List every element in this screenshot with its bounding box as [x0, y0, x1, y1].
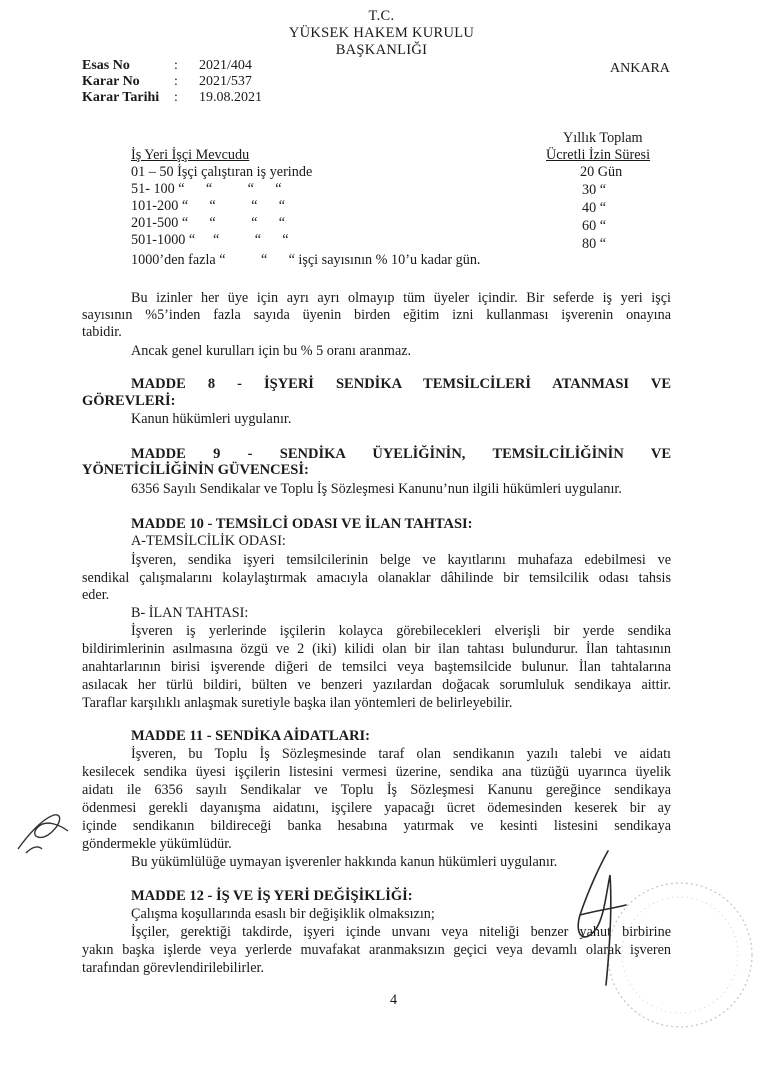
table-row-range: 1000’den fazla “ “ “ işçi sayısının % 10’u kadar gün.: [131, 252, 481, 268]
paragraph-line: sendikal çalışmalarını kolaylaştırmak amacıyla olanaklar dâhilinde bir temsilcilik odası tahsis: [82, 570, 671, 586]
page-number: 4: [390, 992, 398, 1008]
paragraph-line: asılacak her türlü bildiri, bülten ve benzeri yazılardan doğacak sorumluluk sendikaya aittir.: [82, 677, 671, 693]
header-tc: T.C.: [368, 8, 395, 24]
karar-label: Karar No: [82, 74, 140, 89]
header-presidency: BAŞKANLIĞI: [335, 42, 428, 58]
paragraph-line: İşveren iş yerlerinde işçilerin kolayca görebilecekleri elverişli bir yerde sendika: [131, 623, 671, 639]
esas-label: Esas No: [82, 58, 130, 73]
karar-colon: :: [174, 74, 178, 89]
madde-10-subheading-a: A-TEMSİLCİLİK ODASI:: [131, 533, 286, 549]
paragraph-line: tabidir.: [82, 324, 122, 340]
tarih-colon: :: [174, 90, 178, 105]
madde-9-body: 6356 Sayılı Sendikalar ve Toplu İş Sözleşmesi Kanunu’nun ilgili hükümleri uygulanır.: [131, 481, 622, 497]
madde-8-body: Kanun hükümleri uygulanır.: [131, 411, 292, 427]
esas-value: 2021/404: [199, 58, 252, 73]
col2-header-line1: Yıllık Toplam: [563, 130, 643, 146]
table-row-range: 501-1000 “ “ “ “: [131, 232, 289, 248]
madde-9-heading: MADDE 9 - SENDİKA ÜYELİĞİNİN, TEMSİLCİLİĞİNİN VE: [131, 446, 671, 462]
paragraph-line: İşçiler, gerektiği takdirde, işyeri içinde unvanı veya niteliği benzer yahut birbirine: [131, 924, 671, 940]
col1-header: İş Yeri İşçi Mevcudu: [131, 147, 250, 163]
madde-9-heading-cont: YÖNETİCİLİĞİNİN GÜVENCESİ:: [82, 462, 309, 478]
table-row-days: 80 “: [582, 236, 607, 252]
karar-value: 2021/537: [199, 74, 252, 89]
paragraph-line: tarafından görevlendirilebilirler.: [82, 960, 264, 976]
city: ANKARA: [610, 61, 670, 76]
paragraph-line: İşveren, sendika işyeri temsilcilerinin belge ve kayıtlarını muhafaza edebilmesi ve: [131, 552, 671, 568]
paragraph-line: Ancak genel kurulları için bu % 5 oranı aranmaz.: [131, 343, 412, 359]
table-row-days: 30 “: [582, 182, 607, 198]
paragraph-line: anahtarlarının birisi işverende diğeri de temsilci veya baştemsilcide bulunur. İlan tahtalarına: [82, 659, 671, 675]
tarih-value: 19.08.2021: [199, 90, 262, 105]
paragraph-line: Bu izinler her üye için ayrı ayrı olmayıp tüm üyeler içindir. Bir seferde iş yeri işçi: [131, 290, 671, 306]
col2-header-line2: Ücretli İzin Süresi: [546, 147, 651, 163]
table-row-range: 101-200 “ “ “ “: [131, 198, 286, 214]
table-row-range: 51- 100 “ “ “ “: [131, 181, 282, 197]
table-row-days: 40 “: [582, 200, 607, 216]
madde-10-heading: MADDE 10 - TEMSİLCİ ODASI VE İLAN TAHTASI:: [131, 516, 473, 532]
paragraph-line: ödenmesi gerekli dayanışma aidatını, işçilere yapacağı ücret ödemesinden keserek bir ay: [82, 800, 671, 816]
madde-8-heading: MADDE 8 - İŞYERİ SENDİKA TEMSİLCİLERİ ATANMASI VE: [131, 376, 671, 392]
margin-initial-signature: [8, 805, 80, 861]
paragraph-line: Çalışma koşullarında esaslı bir değişiklik olmaksızın;: [131, 906, 435, 922]
paragraph-line: içinde sendikanın bildireceği banka hesabına yatırmak ve kesinti listesini sendikaya: [82, 818, 671, 834]
tarih-label: Karar Tarihi: [82, 90, 160, 105]
paragraph-line: aidatı ile 6356 sayılı Sendikalar ve Toplu İş Sözleşmesi Kanunu gereğince sendikaya: [82, 782, 671, 798]
paragraph-line: Bu yükümlülüğe uymayan işverenler hakkında kanun hükümleri uygulanır.: [131, 854, 558, 870]
madde-10-subheading-b: B- İLAN TAHTASI:: [131, 605, 249, 621]
paragraph-line: bildirimlerinin asılmasına özgü ve 2 (iki) kilidi olan bir ilan tahtası bulundurur. İlan tahtasının: [82, 641, 671, 657]
paragraph-line: Taraflar karşılıklı anlaşmak suretiyle başka ilan yöntemleri de belirleyebilir.: [82, 695, 513, 711]
paragraph-line: eder.: [82, 587, 110, 603]
handwritten-signature: [540, 845, 650, 995]
paragraph-line: yakın başka işlerde veya yerlerde muvafakat aranmaksızın geçici veya devamlı olarak işveren: [82, 942, 671, 958]
madde-12-heading: MADDE 12 - İŞ VE İŞ YERİ DEĞİŞİKLİĞİ:: [131, 888, 413, 904]
table-row-range: 201-500 “ “ “ “: [131, 215, 286, 231]
table-row-days: 60 “: [582, 218, 607, 234]
paragraph-line: sayısının %5’inden fazla sayıda üyenin birden eğitim izni kullanması işverenin onayına: [82, 307, 671, 323]
madde-8-heading-cont: GÖREVLERİ:: [82, 393, 176, 409]
paragraph-line: kesilecek sendika üyesi işçilerin listesini vermesi üzerine, sendika ana tüzüğü uyarınca üyelik: [82, 764, 671, 780]
paragraph-line: göndermekle yükümlüdür.: [82, 836, 232, 852]
header-institution: YÜKSEK HAKEM KURULU: [288, 25, 475, 41]
table-row-range: 01 – 50 İşçi çalıştıran iş yerinde: [131, 164, 313, 180]
paragraph-line: İşveren, bu Toplu İş Sözleşmesinde taraf olan sendikanın yazılı talebi ve aidatı: [131, 746, 671, 762]
esas-colon: :: [174, 58, 178, 73]
table-row-days: 20 Gün: [580, 164, 623, 180]
madde-11-heading: MADDE 11 - SENDİKA AİDATLARI:: [131, 728, 371, 744]
